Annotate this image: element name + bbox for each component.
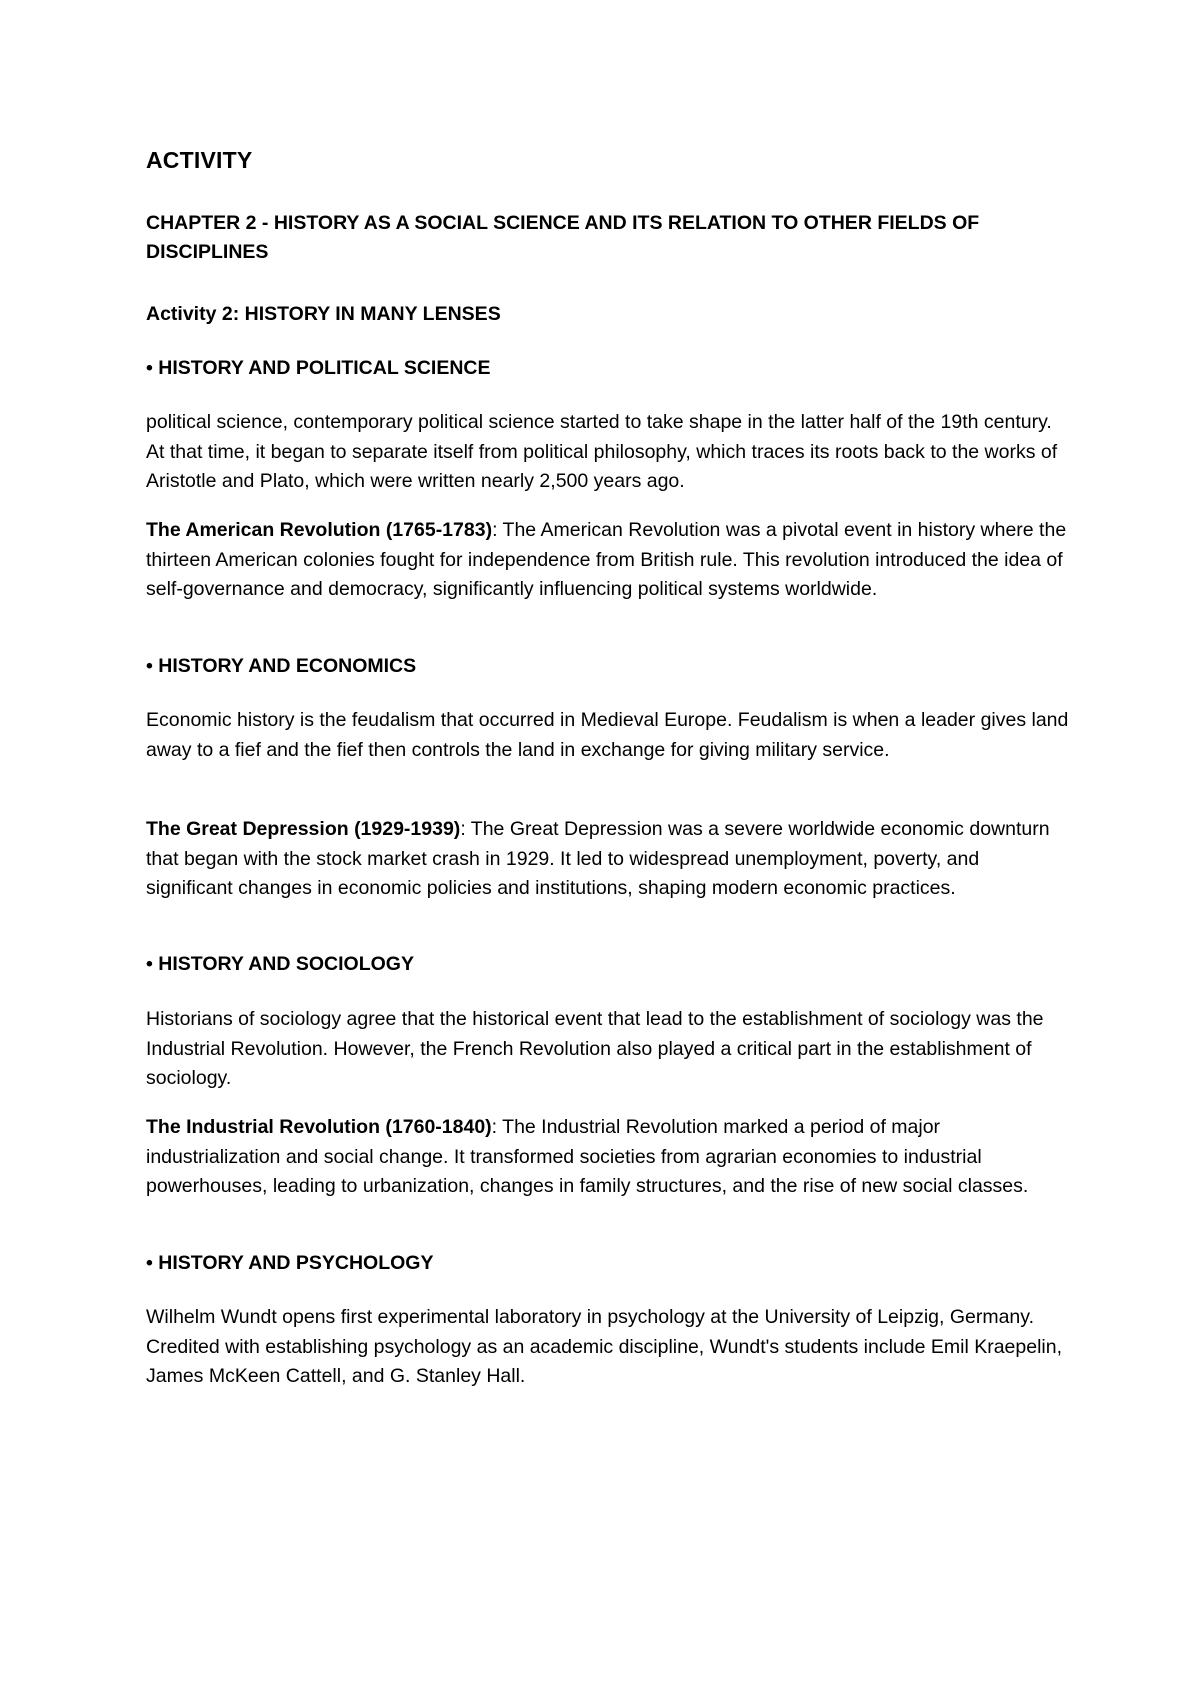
- document-title: ACTIVITY: [146, 147, 253, 173]
- event-text: : The Industrial Revolution marked a period of major industrialization and social change. It transformed societies from agrarian economies to industrial powerhouses, leading to urbanization, changes in family structures, and the rise of new social classes.: [146, 1116, 1029, 1197]
- event-paragraph-industrial-revolution: [146, 1113, 1071, 1202]
- section-heading-economics: [146, 652, 416, 681]
- section-heading-label: HISTORY AND SOCIOLOGY: [158, 953, 414, 975]
- section-heading-label: HISTORY AND POLITICAL SCIENCE: [158, 357, 491, 379]
- bullet-symbol: •: [146, 953, 153, 975]
- event-text: : The Great Depression was a severe worldwide economic downturn that began with the stock market crash in 1929. It led to widespread unemployment, poverty, and significant changes in economic policies and institutions, shaping modern economic practices.: [146, 818, 1050, 899]
- event-paragraph-great-depression: [146, 815, 1071, 904]
- bullet-symbol: •: [146, 357, 153, 379]
- section-heading-label: HISTORY AND ECONOMICS: [158, 655, 417, 677]
- section-heading-sociology: [146, 950, 414, 979]
- event-paragraph-american-revolution: [146, 516, 1071, 605]
- section-heading-psychology: [146, 1249, 433, 1278]
- bullet-symbol: •: [146, 655, 153, 677]
- event-text: : The American Revolution was a pivotal event in history where the thirteen American colonies fought for independence from British rule. This revolution introduced the idea of self-governance and democracy, significantly influencing political systems worldwide.: [146, 519, 1067, 600]
- event-title: The American Revolution (1765-1783): [146, 519, 493, 541]
- section-intro-economics: Economic history is the feudalism that occurred in Medieval Europe. Feudalism is when a leader gives land away to a fief and the fief then controls the land in exchange for giving military service.: [146, 709, 1069, 761]
- event-title: The Industrial Revolution (1760-1840): [146, 1116, 492, 1138]
- section-heading-label: HISTORY AND PSYCHOLOGY: [158, 1252, 434, 1274]
- section-heading-political-science: [146, 354, 491, 383]
- activity-heading: Activity 2: HISTORY IN MANY LENSES: [146, 303, 501, 325]
- event-title: The Great Depression (1929-1939): [146, 818, 461, 840]
- chapter-heading: CHAPTER 2 - HISTORY AS A SOCIAL SCIENCE AND ITS RELATION TO OTHER FIELDS OF DISCIPLINES: [146, 212, 980, 263]
- section-intro-political-science: political science, contemporary political science started to take shape in the latter half of the 19th century. At that time, it began to separate itself from political philosophy, which traces its roots back to the works of Aristotle and Plato, which were written nearly 2,500 years ago.: [146, 411, 1058, 492]
- bullet-symbol: •: [146, 1252, 153, 1274]
- section-intro-sociology: Historians of sociology agree that the historical event that lead to the establishment of sociology was the Industrial Revolution. However, the French Revolution also played a critical part in the establishment of sociology.: [146, 1008, 1044, 1089]
- section-intro-psychology: Wilhelm Wundt opens first experimental laboratory in psychology at the University of Leipzig, Germany. Credited with establishing psychology as an academic discipline, Wundt's students include Emil Kraepelin, James McKeen Cattell, and G. Stanley Hall.: [146, 1306, 1063, 1387]
